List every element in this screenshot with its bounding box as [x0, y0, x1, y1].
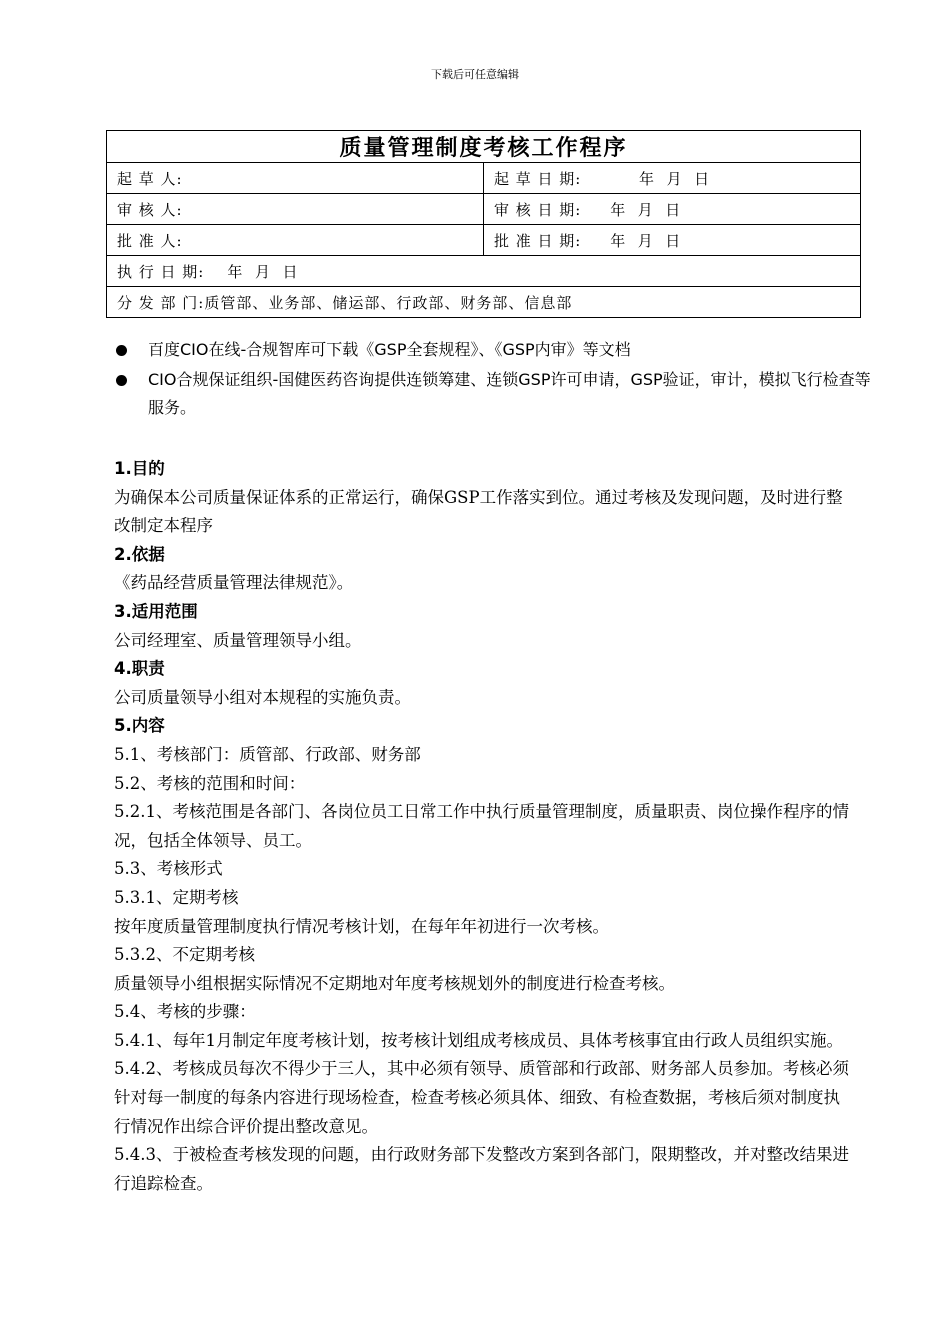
paragraph: 5.4.2、考核成员每次不得少于三人，其中必须有领导、质管部和行政部、财务部人员参加。考核必须针对每一制度的每条内容进行现场检查，检查考核必须具体、细致、有检查数据，考核后须对制度执行情况作出综合评价提出整改意见。 [114, 1059, 849, 1136]
distribution-field: 分 发 部 门:质管部、业务部、储运部、行政部、财务部、信息部 [107, 287, 861, 318]
section-heading: 3.适用范围 [114, 601, 198, 621]
paragraph: 5.4、考核的步骤： [114, 1002, 256, 1022]
section-heading: 1.目的 [114, 459, 165, 478]
section-heading: 5.内容 [114, 716, 165, 736]
bullet-list [112, 336, 872, 424]
paragraph: 按年度质量管理制度执行情况考核计划，在每年年初进行一次考核。 [114, 916, 609, 936]
paragraph: 5.4.3、于被检查考核发现的问题，由行政财务部下发整改方案到各部门，限期整改，并对整改结果进行追踪检查。 [114, 1145, 849, 1193]
document-title: 质量管理制度考核工作程序 [107, 131, 861, 163]
drafter-field: 起 草 人: [107, 163, 484, 194]
section-text: 为确保本公司质量保证体系的正常运行，确保GSP工作落实到位。通过考核及发现问题，及时进行整改制定本程序 [114, 487, 843, 536]
section-text: 《药品经营质量管理法律规范》。 [114, 573, 354, 593]
approve-date-field: 批 准 日 期: 年 月 日 [484, 225, 861, 256]
document-body [114, 455, 854, 1198]
approver-field: 批 准 人: [107, 225, 484, 256]
paragraph: 5.3、考核形式 [114, 859, 223, 879]
section-heading: 4.职责 [114, 659, 165, 679]
execution-date-field: 执 行 日 期: 年 月 日 [107, 256, 861, 287]
paragraph: 5.3.1、定期考核 [114, 887, 239, 907]
reviewer-field: 审 核 人: [107, 194, 484, 225]
paragraph: 5.3.2、不定期考核 [114, 945, 255, 965]
paragraph: 质量领导小组根据实际情况不定期地对年度考核规划外的制度进行检查考核。 [114, 973, 675, 993]
paragraph: 5.2.1、考核范围是各部门、各岗位员工日常工作中执行质量管理制度，质量职责、岗位操作程序的情况，包括全体领导、员工。 [114, 802, 849, 850]
section-heading: 2.依据 [114, 544, 165, 564]
bullet-dot-icon [116, 375, 127, 386]
review-date-field: 审 核 日 期: 年 月 日 [484, 194, 861, 225]
bullet-text: CIO合规保证组织-国健医药咨询提供连锁筹建、连锁GSP许可申请，GSP验证，审计，模拟飞行检查等服务。 [148, 370, 871, 417]
paragraph: 5.4.1、每年1月制定年度考核计划，按考核计划组成考核成员、具体考核事宜由行政人员组织实施。 [114, 1030, 843, 1050]
bullet-dot-icon [116, 345, 127, 356]
paragraph: 5.1、考核部门：质管部、行政部、财务部 [114, 744, 421, 764]
section-text: 公司经理室、质量管理领导小组。 [114, 630, 362, 650]
draft-date-field: 起 草 日 期: 年 月 日 [484, 163, 861, 194]
header-note: 下载后可任意编辑 [431, 68, 519, 81]
document-info-table [106, 130, 861, 318]
bullet-text: 百度CIO在线-合规智库可下载《GSP全套规程》、《GSP内审》等文档 [148, 340, 631, 359]
bullet-item [112, 336, 872, 364]
bullet-item [112, 366, 872, 422]
section-text: 公司质量领导小组对本规程的实施负责。 [114, 687, 411, 707]
paragraph: 5.2、考核的范围和时间： [114, 773, 306, 793]
